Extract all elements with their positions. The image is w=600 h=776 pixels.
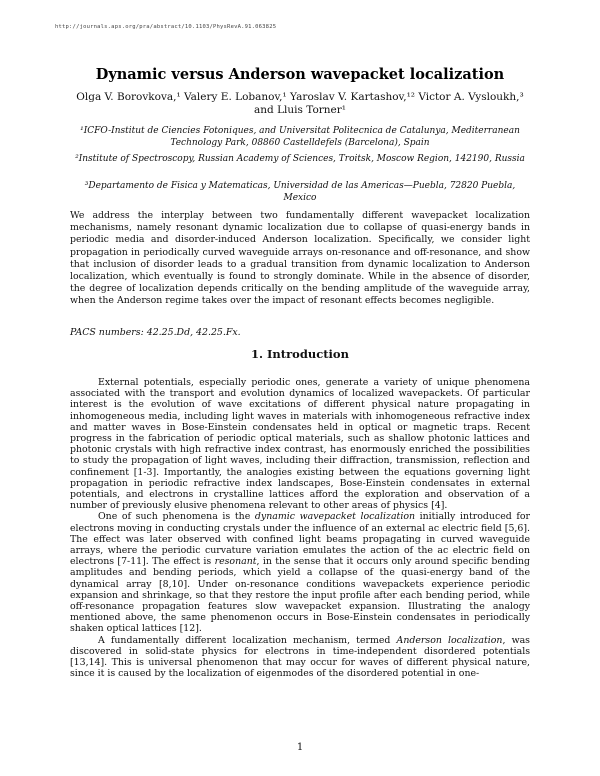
author-line-2: and Lluis Torner¹: [254, 104, 346, 116]
paragraph-2: One of such phenomena is the dynamic wavepacket localization initially introduced for electrons moving in conducting crystals under the influence of an external ac electric field [5,6]. The effect was later observed with confined light beams propagating in curved waveguide arrays, where the periodic curvature variation emulates the action of the ac electric field on electrons [7-11]. The effect is resonant, in the sense that it occurs only around specific bending amplitudes and bending periods, which yield a collapse of the quasi-energy band of the dynamical array [8,10]. Under on-resonance conditions wavepackets experience periodic expansion and shrinkage, so that they restore the input profile after each bending period, while off-resonance propagation features slow wavepacket expansion. Illustrating the analogy mentioned above, the same phenomenon occurs in Bose-Einstein condensates in periodically shaken optical lattices [12].: [70, 511, 530, 635]
author-line-1: Olga V. Borovkova,¹ Valery E. Lobanov,¹ Yaroslav V. Kartashov,¹² Victor A. Vysloukh,³: [76, 91, 524, 103]
emphasis-term: Anderson localization: [396, 634, 503, 646]
abstract: We address the interplay between two fundamentally different wavepacket localization mechanisms, namely resonant dynamic localization due to collapse of quasi-energy bands in periodic media and disorder-induced Anderson localization. Specifically, we consider light propagation in periodically curved waveguide arrays on-resonance and off-resonance, and show that inclusion of disorder leads to a gradual transition from dynamic localization to Anderson localization, which eventually is found to strongly dominate. While in the absence of disorder, the degree of localization depends critically on the bending amplitude of the waveguide array, when the Anderson regime takes over the impact of resonant effects becomes negligible.: [70, 210, 530, 307]
emphasis-term: dynamic wavepacket localization: [254, 511, 415, 523]
paragraph-3: A fundamentally different localization mechanism, termed Anderson localization, was discovered in solid-state physics for electrons in time-independent disordered potentials [13,14]. This is universal phenomenon that may occur for waves of different physical nature, since it is caused by the localization of eigenmodes of the disordered potential in one-: [70, 634, 530, 680]
paragraph-1: External potentials, especially periodic ones, generate a variety of unique phenomena associated with the transport and evolution dynamics of localized wavepackets. Of particular interest is the evolution of wave excitations of different physical nature propagating in inhomogeneous media, including light waves in materials with inhomogeneous refractive index and matter waves in Bose-Einstein condensates held in optical or magnetic traps. Recent progress in the fabrication of periodic optical materials, such as shallow photonic lattices and photonic crystals with high refractive index contrast, has enormously enriched the possibilities to study the propagation of light waves, including their diffraction, transmission, reflection and confinement [1-3]. Importantly, the analogies existing between the equations governing light propagation in periodic refractive index landscapes, Bose-Einstein condensates in external potentials, and electrons in crystalline lattices afford the exploration and observation of a number of previously elusive phenomena relevant to other areas of physics [4].: [70, 377, 530, 512]
emphasis-term: resonant: [214, 556, 257, 568]
affiliation-3: ³Departamento de Fisica y Matematicas, Universidad de las Americas—Puebla, 72820 Puebla, Mexico: [84, 181, 516, 203]
author-list: [70, 91, 530, 117]
section-heading: 1. Introduction: [251, 347, 349, 361]
page-number: 1: [296, 742, 304, 753]
affiliation-2: ²Institute of Spectroscopy, Russian Academy of Sciences, Troitsk, Moscow Region, 142190, Russia: [75, 154, 525, 164]
header-url[interactable]: http://journals.aps.org/pra/abstract/10.1103/PhysRevA.91.063825: [55, 24, 277, 30]
affiliation-1: ¹ICFO-Institut de Ciencies Fotoniques, and Universitat Politecnica de Catalunya, Mediterranean Technology Park, 08860 Castelldefels (Barcelona), Spain: [80, 126, 520, 148]
pacs-numbers: PACS numbers: 42.25.Dd, 42.25.Fx.: [70, 327, 241, 338]
paper-title: Dynamic versus Anderson wavepacket localization: [95, 66, 505, 83]
body-text: [70, 377, 530, 679]
